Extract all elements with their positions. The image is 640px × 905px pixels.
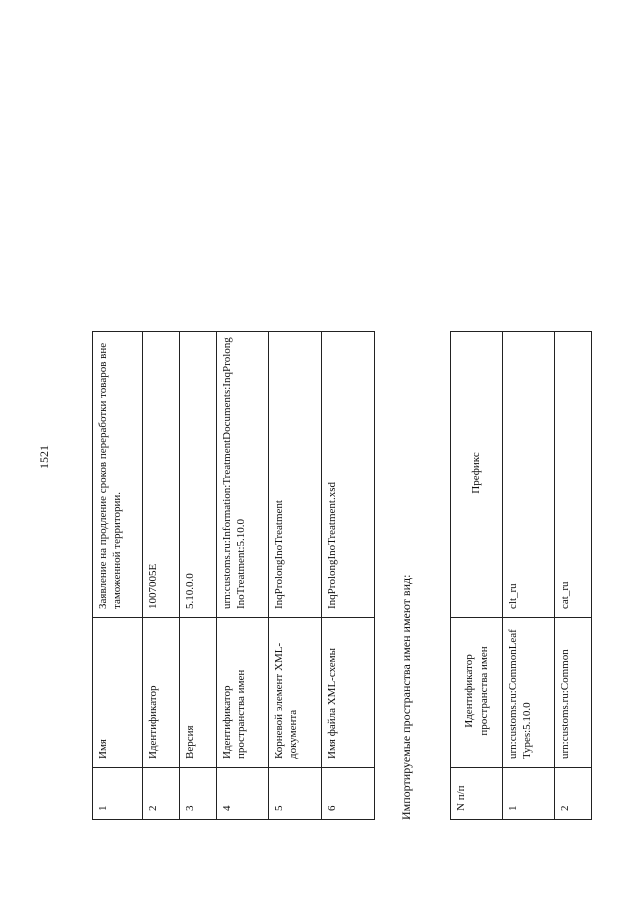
imports-caption: Импортируемые пространства имен имеют вид: (399, 574, 413, 820)
namespace-prefix: clt_ru (503, 332, 555, 618)
property-name: Корневой элемент XML-документа (269, 618, 322, 768)
table-row (555, 332, 592, 820)
namespace-prefix: cat_ru (555, 332, 592, 618)
table-row (503, 332, 555, 820)
namespace-id: urn:customs.ru:Common (555, 618, 592, 768)
table-row (93, 332, 143, 820)
namespaces-table (450, 331, 592, 820)
table-row (143, 332, 180, 820)
property-value: InqProlongInoTreatment.xsd (322, 332, 375, 618)
table-row (217, 332, 269, 820)
row-number: 1 (93, 768, 143, 820)
property-value: urn:customs.ru:Information:TreatmentDocuments:InqProlongInoTreatment:5.10.0 (217, 332, 269, 618)
property-value: InqProlongInoTreatment (269, 332, 322, 618)
row-number: 6 (322, 768, 375, 820)
header-num: N п/п (451, 768, 503, 820)
header-namespace: Идентификатор пространства имен (451, 618, 503, 768)
row-number: 3 (180, 768, 217, 820)
header-prefix: Префикс (451, 332, 503, 618)
row-number: 2 (555, 768, 592, 820)
property-name: Версия (180, 618, 217, 768)
document-properties-table (92, 331, 375, 820)
table-row (269, 332, 322, 820)
property-name: Идентификатор пространства имен (217, 618, 269, 768)
property-name: Имя (93, 618, 143, 768)
property-value: 1007005E (143, 332, 180, 618)
property-value: Заявление на продление сроков переработки товаров вне таможенной территории. (93, 332, 143, 618)
property-value: 5.10.0.0 (180, 332, 217, 618)
namespace-id: urn:customs.ru:CommonLeafTypes:5.10.0 (503, 618, 555, 768)
row-number: 4 (217, 768, 269, 820)
row-number: 5 (269, 768, 322, 820)
property-name: Имя файла XML-схемы (322, 618, 375, 768)
row-number: 2 (143, 768, 180, 820)
property-name: Идентификатор (143, 618, 180, 768)
row-number: 1 (503, 768, 555, 820)
table-row (180, 332, 217, 820)
table-row (322, 332, 375, 820)
table-header-row (451, 332, 503, 820)
page-number: 1521 (37, 445, 51, 469)
